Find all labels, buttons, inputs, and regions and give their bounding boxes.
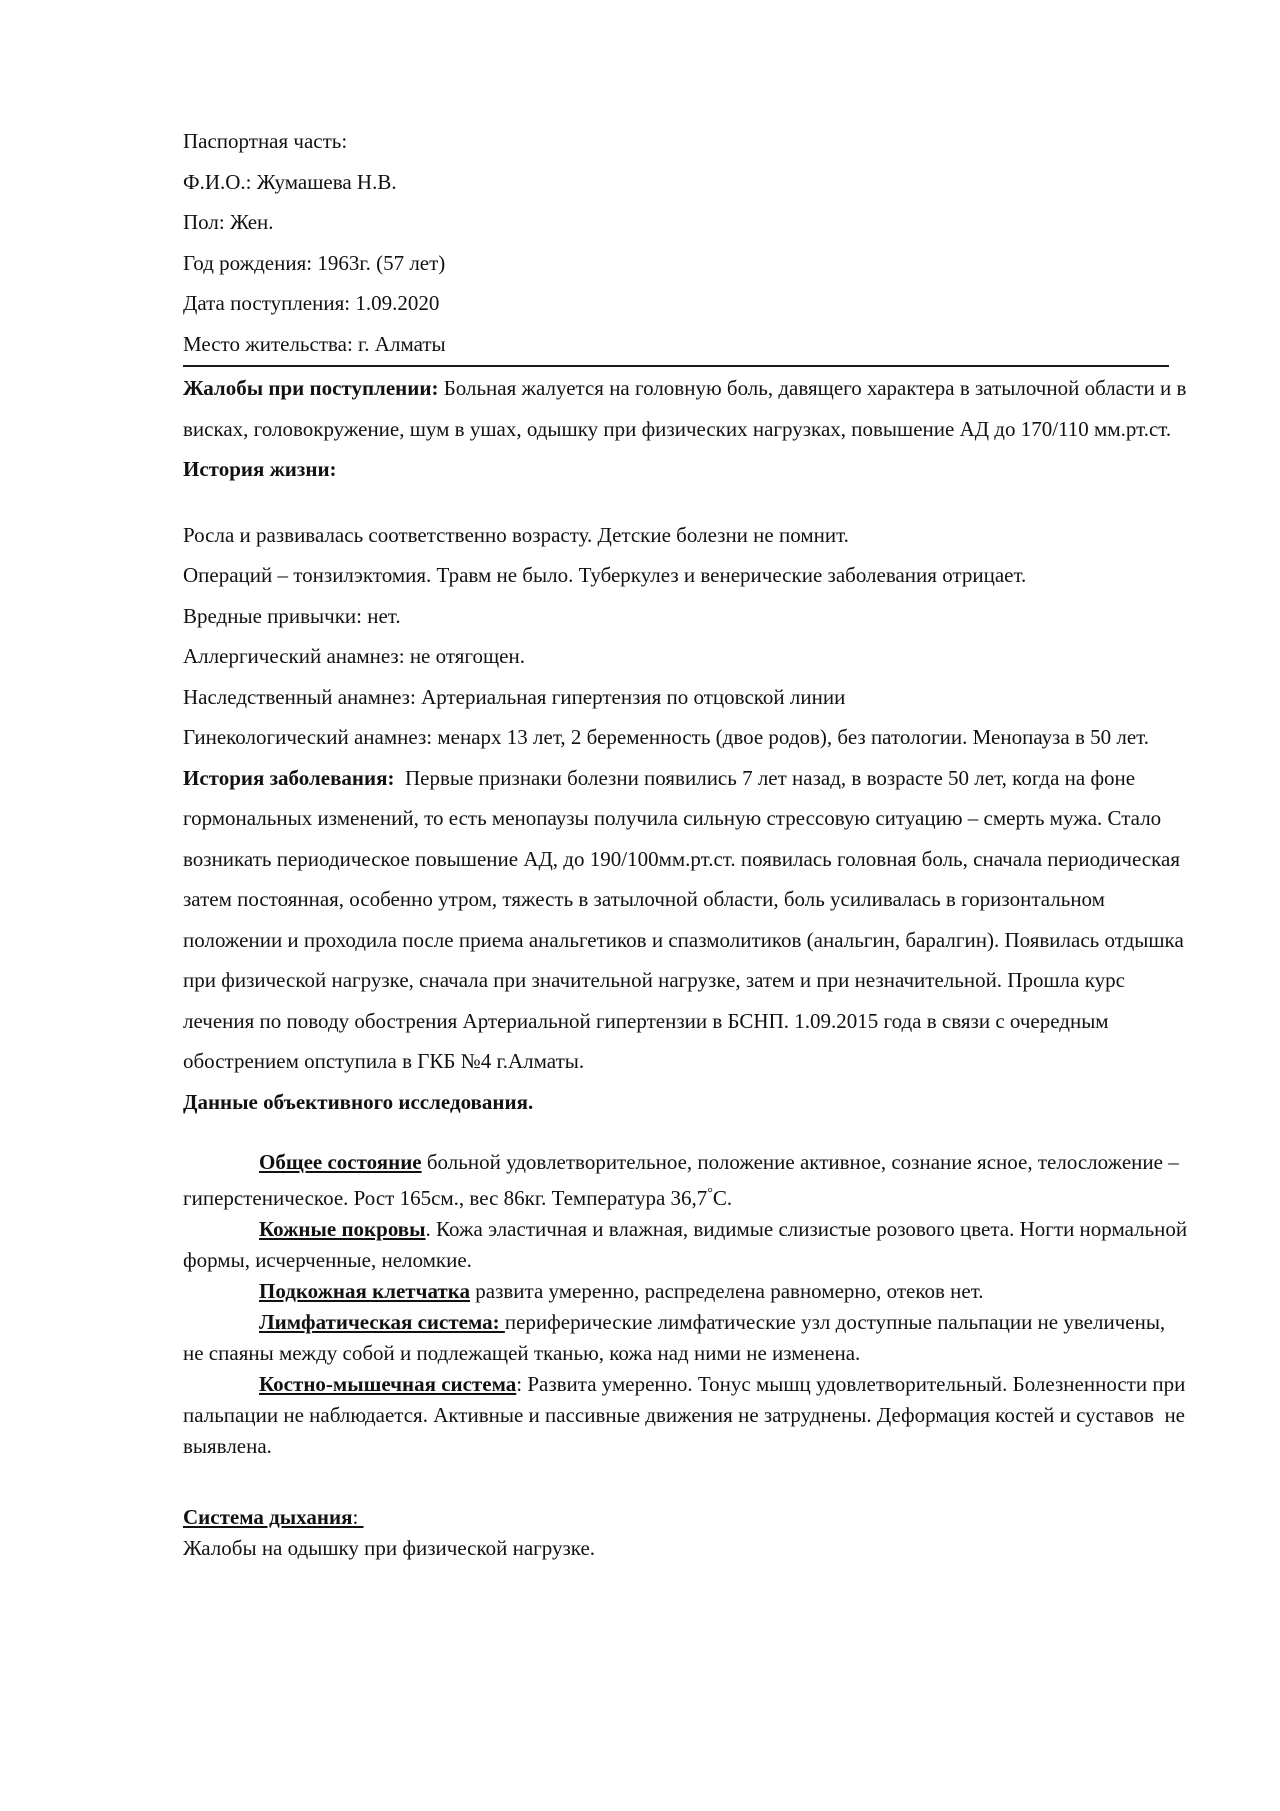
complaints-text: Больная жалуется на головную боль, давящего характера в затылочной области и в висках, головокружение, шум в ушах, одышку при физических нагрузках, повышение АД до 170/110 мм.рт.ст. bbox=[183, 376, 1187, 441]
skin-paragraph bbox=[183, 1214, 1190, 1276]
respiratory-text: Жалобы на одышку при физической нагрузке. bbox=[183, 1536, 596, 1560]
life-history-line: Гинекологический анамнез: менарх 13 лет, 2 беременность (двое родов), без патологии. Менопауза в 50 лет. bbox=[183, 725, 1150, 749]
musculo-text: : Развита умеренно. Тонус мышц удовлетворительный. Болезненности при пальпации не наблюдается. Активные и пассивные движения не затруднены. Деформация костей и суставов не выявлена. bbox=[183, 1372, 1191, 1458]
subcutaneous-text: развита умеренно, распределена равномерно, отеков нет. bbox=[470, 1279, 984, 1303]
respiratory-section bbox=[183, 1502, 1190, 1564]
subcutaneous-label: Подкожная клетчатка bbox=[259, 1279, 471, 1303]
complaints-label: Жалобы при поступлении: bbox=[183, 376, 439, 400]
complaints-paragraph bbox=[183, 368, 1190, 449]
residence: Место жительства: г. Алматы bbox=[183, 331, 446, 356]
patient-name: Ф.И.О.: Жумашева Н.В. bbox=[183, 169, 397, 194]
life-history-heading: История жизни: bbox=[183, 457, 337, 481]
lymph-text: периферические лимфатические узл доступные пальпации не увеличены, не спаяны между собой и подлежащей тканью, кожа над ними не изменена. bbox=[183, 1310, 1166, 1365]
respiratory-heading-suffix: : bbox=[352, 1505, 364, 1529]
blank-line bbox=[183, 490, 1190, 515]
lymph-paragraph bbox=[183, 1307, 1190, 1369]
respiratory-heading-line bbox=[183, 1502, 1190, 1533]
blank-line bbox=[183, 1462, 1190, 1502]
life-history-line: Вредные привычки: нет. bbox=[183, 603, 401, 628]
document-page bbox=[183, 121, 1190, 1564]
objective-heading: Данные объективного исследования. bbox=[183, 1089, 534, 1114]
objective-section bbox=[183, 1147, 1190, 1462]
disease-history-label: История заболевания: bbox=[183, 765, 395, 790]
patient-sex: Пол: Жен. bbox=[183, 210, 274, 234]
life-history-line: Росла и развивалась соответственно возрасту. Детские болезни не помнит. bbox=[183, 522, 849, 547]
degree-mark: ° bbox=[707, 1186, 713, 1201]
general-state-label: Общее состояние bbox=[259, 1150, 422, 1174]
celsius-unit: С. bbox=[712, 1186, 733, 1210]
life-history-line: Наследственный анамнез: Артериальная гипертензия по отцовской линии bbox=[183, 684, 846, 709]
birth-year: Год рождения: 1963г. (57 лет) bbox=[183, 250, 446, 275]
skin-label: Кожные покровы bbox=[259, 1217, 426, 1241]
respiratory-heading: Система дыхания bbox=[183, 1505, 353, 1529]
disease-history-text: Первые признаки болезни появились 7 лет назад, в возрасте 50 лет, когда на фоне гормональных изменений, то есть менопаузы получила сильную стрессовую ситуацию – смерть мужа. Стало возникать периодическое повышение АД, до 190/100мм.рт.ст. появилась головная боль, сначала периодическая затем постоянная, особенно утром, тяжесть в затылочной области, боль усиливалась в горизонтальном положении и проходила после приема анальгетиков и спазмолитиков (анальгин, баралгин). Появилась отдышка при физической нагрузке, сначала при значительной нагрузке, затем и при незначительной. Прошла курс лечения по поводу обострения Артериальной гипертензии в БСНП. 1.09.2015 года в связи с очередным обострением опступила в ГКБ №4 г.Алматы. bbox=[183, 765, 1190, 1073]
subcutaneous-paragraph bbox=[183, 1276, 1190, 1307]
skin-text: . Кожа эластичная и влажная, видимые слизистые розового цвета. Ногти нормальной формы, исчерченные, неломкие. bbox=[183, 1217, 1188, 1272]
lymph-label: Лимфатическая система: bbox=[259, 1310, 505, 1334]
musculo-label: Костно-мышечная система bbox=[259, 1372, 517, 1396]
passport-section bbox=[183, 121, 1190, 1122]
passport-heading: Паспортная часть: bbox=[183, 129, 348, 153]
admission-date: Дата поступления: 1.09.2020 bbox=[183, 291, 440, 315]
general-state-paragraph bbox=[183, 1147, 1190, 1214]
horizontal-rule bbox=[183, 365, 1169, 367]
musculo-paragraph bbox=[183, 1369, 1190, 1462]
general-state-text: больной удовлетворительное, положение активное, сознание ясное, телосложение – гиперстеническое. Рост 165см., вес 86кг. Температура 36,7 bbox=[183, 1150, 1179, 1210]
disease-history-paragraph bbox=[183, 758, 1190, 1082]
life-history-line: Аллергический анамнез: не отягощен. bbox=[183, 644, 525, 668]
life-history-line: Операций – тонзилэктомия. Травм не было. Туберкулез и венерические заболевания отрицает. bbox=[183, 563, 1027, 587]
